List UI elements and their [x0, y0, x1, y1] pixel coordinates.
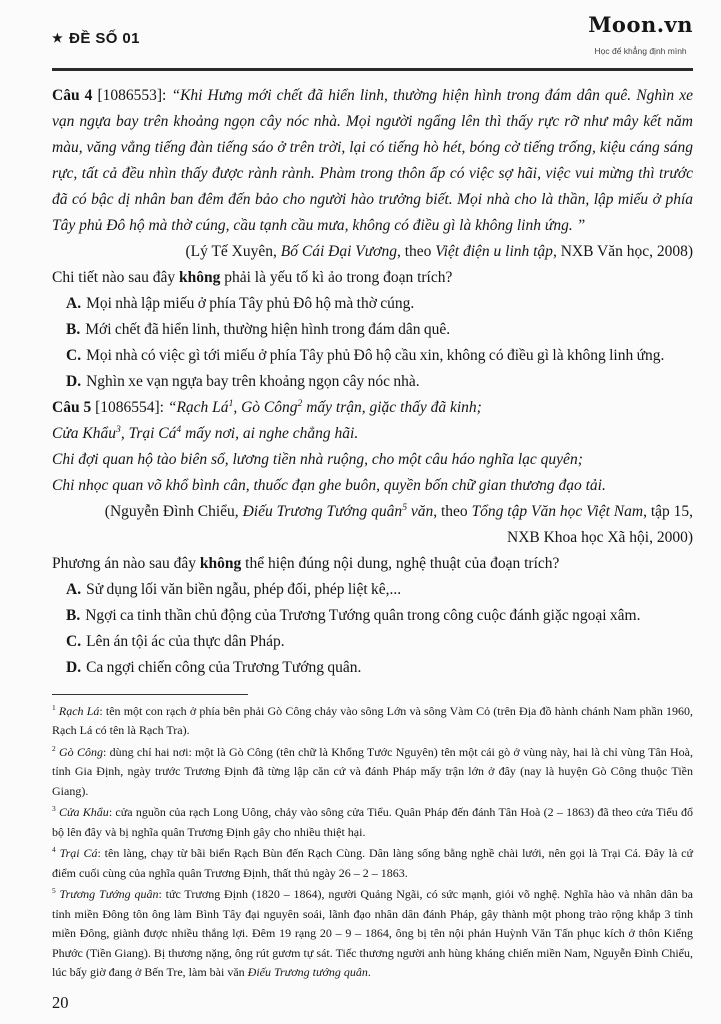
question-5-prompt: Phương án nào sau đây không thể hiện đúng nội dung, nghệ thuật của đoạn trích? [52, 554, 560, 572]
footnote-3: $^3$ Cửa Khẩu: cửa nguồn của rạch Long Uông, chảy vào sông cửa Tiểu. Quân Pháp đến đánh Tân Hoà (2 – 1863) đã theo cửa Tiểu đổ bộ lên đây và bị nghĩa quân Trương Định gây cho nhiều thiệt hại. [52, 804, 693, 839]
footnote-5: $^5$ Trương Tướng quân: tức Trương Định (1820 – 1864), người Quảng Ngãi, có sức mạnh, giỏi võ nghệ. Nghĩa hào và nhân dân ba tỉnh miền Đông tôn ông làm Bình Tây đại nguyên soái, lãnh đạo nhân dân đánh Pháp, gây thành một phong trào rộng khắp 3 tỉnh miền Đông, giành được nhiều thắng lợi. Đêm 19 rạng 20 – 9 – 1864, ông bị tên nội phản Huỳnh Văn Tấn phục kích ở thôn Kiểng Phước (Tiền Giang). Bị thương nặng, ông rút gươm tự sát. Tiếc thương người anh hùng kháng chiến miền Nam, Nguyễn Đình Chiểu, lúc bấy giờ đang ở Bến Tre, làm bài văn Điếu Trương tướng quân. [52, 886, 693, 979]
question-4-citation: (Lý Tế Xuyên, Bố Cái Đại Vương, theo Việt điện u linh tập, NXB Văn học, 2008) [185, 242, 693, 260]
question-5-quote-line-4: Chi nhọc quan võ khổ bình cân, thuốc đạn ghe buôn, quyền bốn chữ gian thương đạo tải. [52, 476, 606, 494]
option-text: Ngợi ca tinh thần chủ động của Trương Tướng quân trong công cuộc đánh giặc ngoại xâm. [85, 606, 641, 624]
option-text: Ca ngợi chiến công của Trương Tướng quân. [86, 658, 362, 676]
option-text: Mới chết đã hiển linh, thường hiện hình trong đám dân quê. [85, 320, 451, 338]
question-4-block [52, 83, 693, 395]
footnote-1: $^1$ Rạch Lá: tên một con rạch ở phía bên phải Gò Công chảy vào sông Lớn và sông Vàm Cỏ (trên Địa đồ hành chánh Nam phần 1960, Rạch Lá có tên là Rạch Tra). [52, 702, 693, 737]
question-5-option-b [52, 603, 693, 629]
footnote-divider [52, 694, 248, 695]
option-text: Sử dụng lối văn biền ngẫu, phép đối, phép liệt kê,... [86, 580, 402, 598]
question-5-quote-line-2: Cửa Khẩu$^3$, Trại $Cá^4$ mấy nơi, ai nghe chẳng hãi. [52, 423, 359, 442]
option-label: A. [66, 294, 82, 312]
brand-tagline: Học để khẳng định mình [594, 46, 687, 56]
option-text: Nghìn xe vạn ngựa bay trên khoảng ngọn cây nóc nhà. [86, 372, 420, 390]
question-4-option-b [52, 317, 693, 343]
page-number: 20 [52, 993, 69, 1012]
option-label: C. [66, 346, 82, 364]
question-5-citation-line-1: (Nguyễn Đình Chiểu, Điếu Trương Tướng quân$^5$ văn, theo Tổng tập Văn học Việt Nam, tập 15, [104, 501, 693, 520]
brand-block [588, 14, 693, 64]
option-label: C. [66, 632, 82, 650]
option-text: Lên án tội ác của thực dân Pháp. [86, 632, 285, 650]
question-5-citation-line-2: NXB Khoa học Xã hội, 2000) [507, 528, 693, 546]
footnotes-block [52, 694, 693, 983]
question-5-option-c [52, 629, 693, 655]
option-text: Mọi nhà có việc gì tới miếu ở phía Tây phủ Đô hộ cầu xin, không có điều gì là không linh ứng. [86, 346, 665, 364]
page-header [52, 14, 693, 64]
footnote-4: $^4$ Trại Cá: tên làng, chạy từ bãi biển Rạch Bùn đến Rạch Cùng. Dân làng sống bằng nghề chài lưới, nên gọi là Trại Cá. Đây là cứ điểm cuối cùng của nghĩa quân Trương Định, thất thủ ngày 26 – 2 – 1863. [52, 845, 693, 880]
option-text: Mọi nhà lập miếu ở phía Tây phủ Đô hộ mà thờ cúng. [86, 294, 415, 312]
question-5-option-d [52, 655, 693, 681]
exam-set-label [52, 26, 140, 52]
question-4-option-d [52, 369, 693, 395]
option-label: D. [66, 658, 82, 676]
question-4-prompt: Chi tiết nào sau đây không phải là yếu tố kì ảo trong đoạn trích? [52, 268, 453, 286]
question-4-option-a [52, 291, 693, 317]
option-label: B. [66, 320, 81, 338]
option-label: A. [66, 580, 82, 598]
question-4-passage: Câu 4 [1086553]: “Khi Hưng mới chết đã hiển linh, thường hiện hình trong đám dân quê. Nghìn xe vạn ngựa bay trên khoảng ngọn cây nóc nhà. Mọi người ngẩng lên thì thấy rực rỡ như mây kết năm màu, văng vẳng tiếng đàn tiếng sáo ở trên trời, lại có tiếng hò hét, bóng cờ tiếng trống, kiệu cáng sáng rực, tất cả đều nhìn thấy được rành rành. Phàm trong thôn ấp có việc sợ hãi, việc vui mừng thì trước đã có bậc dị nhân ban đêm đến bảo cho người hào trưởng biết. Mọi nhà cho là thần, lập miếu ở phía Tây phủ Đô hộ mà thờ cúng, cầu tạnh cầu mưa, không có điều gì là không linh ứng. ” [52, 86, 693, 234]
question-5-option-a [52, 577, 693, 603]
brand-logo: Moon.vn [588, 12, 693, 37]
option-label: D. [66, 372, 82, 390]
exam-set-title: ĐỀ SỐ 01 [69, 30, 140, 47]
question-5-quote-line-1: Câu 5 [1086554]: “Rạch $Lá^1$, Gò Công$^2$ mấy trận, giặc thấy đã kinh; [52, 397, 482, 416]
footnote-2: $^2$ Gò Công: dùng chỉ hai nơi: một là Gò Công (tên chữ là Khổng Tước Nguyên) tên một cái gò ở vùng này, hai là chỉ vùng Tân Hoà, tỉnh Gia Định, ngày trước Trương Định đã từng lập căn cứ và đánh Pháp mấy trận lớn ở đây (nay là huyện Gò Công thuộc Tiền Giang). [52, 743, 694, 798]
option-label: B. [66, 606, 81, 624]
header-divider [52, 68, 693, 71]
star-icon: ★ [52, 31, 64, 45]
question-4-option-c [52, 343, 693, 369]
question-5-block [52, 395, 693, 681]
question-5-quote-line-3: Chi đợi quan hộ tào biên sổ, lương tiền nhà ruộng, cho một câu háo nghĩa lạc quyên; [52, 450, 583, 468]
